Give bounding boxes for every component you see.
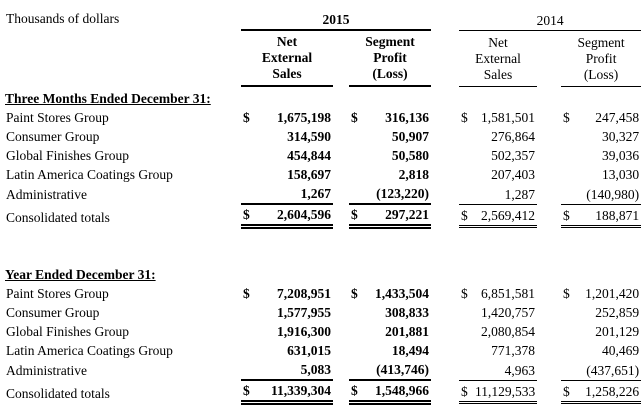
- value-cell: 314,590: [287, 129, 331, 144]
- row-label: Administrative: [6, 187, 87, 202]
- currency-cell: [241, 184, 257, 204]
- currency-cell: $: [563, 110, 570, 125]
- value-cell: 201,129: [595, 324, 640, 339]
- column-header-line: (Loss): [583, 66, 619, 82]
- value-cell: 30,327: [601, 129, 640, 144]
- spacer-cell: [5, 227, 641, 264]
- column-header-line: Net: [276, 34, 298, 49]
- currency-cell: [459, 165, 475, 184]
- table-row: [5, 184, 641, 204]
- column-gap: [537, 108, 561, 127]
- value-cell: 207,403: [491, 167, 536, 182]
- year-header-2014: 2014: [459, 10, 641, 30]
- column-gap: [537, 360, 561, 380]
- row-label: Latin America Coatings Group: [6, 343, 173, 358]
- column-header-line: Sales: [483, 66, 513, 82]
- section-heading: Year Ended December 31:: [5, 267, 156, 282]
- row-label: Consumer Group: [6, 129, 100, 144]
- column-header-line: Segment: [365, 34, 415, 49]
- currency-cell: [349, 165, 365, 184]
- column-header-line: External: [475, 50, 521, 66]
- currency-cell: [459, 127, 475, 146]
- currency-cell: [459, 303, 475, 322]
- currency-cell: [561, 146, 577, 165]
- row-label: Consolidated totals: [6, 385, 110, 401]
- section-heading-row: [5, 263, 641, 284]
- table-row: [5, 284, 641, 303]
- currency-cell: [241, 146, 257, 165]
- column-gap: [431, 146, 459, 165]
- currency-cell: [241, 303, 257, 322]
- value-cell: 188,871: [577, 204, 641, 227]
- value-cell: 1,267: [257, 184, 333, 204]
- currency-cell: [561, 360, 577, 380]
- currency-cell: $: [349, 380, 365, 403]
- currency-cell: [241, 127, 257, 146]
- column-gap: [333, 380, 349, 403]
- currency-cell: [459, 184, 475, 204]
- value-cell: (123,220): [365, 184, 431, 204]
- value-cell: 1,577,955: [277, 305, 331, 320]
- column-gap: [431, 184, 459, 204]
- column-gap: [431, 165, 459, 184]
- section-spacer-row: [5, 227, 641, 264]
- value-cell: 1,287: [475, 184, 537, 204]
- value-cell: 2,080,854: [481, 324, 536, 339]
- currency-cell: $: [461, 286, 468, 301]
- value-cell: 1,581,501: [481, 110, 536, 125]
- table-row: [5, 127, 641, 146]
- table-row: [5, 360, 641, 380]
- value-cell: 5,083: [257, 360, 333, 380]
- total-row: [5, 204, 641, 227]
- currency-cell: $: [459, 380, 475, 403]
- currency-cell: $: [243, 110, 250, 125]
- column-gap: [537, 184, 561, 204]
- table-row: [5, 303, 641, 322]
- table-row: [5, 341, 641, 360]
- column-gap: [537, 380, 561, 403]
- column-gap: [431, 322, 459, 341]
- currency-cell: [561, 127, 577, 146]
- column-header-row: [5, 30, 641, 86]
- currency-cell: [561, 322, 577, 341]
- row-label: Global Finishes Group: [6, 148, 129, 163]
- currency-cell: [349, 360, 365, 380]
- column-header-line: (Loss): [372, 66, 408, 81]
- total-row: [5, 380, 641, 403]
- value-cell: 297,221: [365, 204, 431, 227]
- currency-cell: $: [461, 110, 468, 125]
- currency-cell: [349, 341, 365, 360]
- value-cell: 39,036: [601, 148, 640, 163]
- empty-cell: [5, 30, 241, 86]
- column-gap: [333, 146, 349, 165]
- value-cell: 50,580: [391, 148, 430, 163]
- column-gap: [537, 30, 561, 86]
- table-row: [5, 108, 641, 127]
- currency-cell: [241, 341, 257, 360]
- currency-cell: [459, 341, 475, 360]
- currency-cell: [241, 322, 257, 341]
- year-header-2015: 2015: [241, 10, 431, 30]
- column-gap: [537, 146, 561, 165]
- column-header-line: Profit: [373, 50, 407, 65]
- value-cell: (437,651): [577, 360, 641, 380]
- value-cell: 4,963: [475, 360, 537, 380]
- section-heading: Three Months Ended December 31:: [5, 91, 211, 106]
- value-cell: 201,881: [385, 324, 430, 339]
- column-header-line: Profit: [585, 50, 617, 66]
- currency-cell: [241, 360, 257, 380]
- column-gap: [333, 303, 349, 322]
- value-cell: 11,129,533: [475, 380, 537, 403]
- value-cell: 6,851,581: [481, 286, 536, 301]
- currency-cell: $: [243, 286, 250, 301]
- column-gap: [431, 360, 459, 380]
- currency-cell: [561, 303, 577, 322]
- column-gap: [431, 303, 459, 322]
- currency-cell: [349, 184, 365, 204]
- column-gap: [333, 165, 349, 184]
- value-cell: 2,818: [398, 167, 430, 182]
- column-header-segment-profit-2015: [349, 30, 431, 86]
- value-cell: 1,258,226: [577, 380, 641, 403]
- value-cell: 502,357: [491, 148, 536, 163]
- value-cell: 13,030: [601, 167, 640, 182]
- units-note: Thousands of dollars: [6, 11, 120, 26]
- currency-cell: $: [241, 204, 257, 227]
- currency-cell: [561, 165, 577, 184]
- currency-cell: [459, 322, 475, 341]
- column-gap: [537, 165, 561, 184]
- currency-cell: $: [349, 204, 365, 227]
- currency-cell: $: [351, 110, 358, 125]
- currency-cell: [349, 322, 365, 341]
- currency-cell: [459, 146, 475, 165]
- value-cell: 1,420,757: [481, 305, 536, 320]
- value-cell: 7,208,951: [277, 286, 331, 301]
- column-gap: [431, 108, 459, 127]
- column-gap: [333, 184, 349, 204]
- column-gap: [431, 204, 459, 227]
- column-gap: [537, 322, 561, 341]
- currency-cell: $: [241, 380, 257, 403]
- value-cell: 11,339,304: [257, 380, 333, 403]
- currency-cell: [459, 360, 475, 380]
- value-cell: 316,136: [385, 110, 430, 125]
- column-gap: [333, 127, 349, 146]
- value-cell: 1,201,420: [585, 286, 640, 301]
- value-cell: 1,433,504: [375, 286, 430, 301]
- currency-cell: $: [459, 204, 475, 227]
- row-label: Administrative: [6, 363, 87, 378]
- currency-cell: $: [563, 286, 570, 301]
- value-cell: 1,675,198: [277, 110, 331, 125]
- currency-cell: [349, 146, 365, 165]
- column-header-line: Sales: [272, 66, 302, 81]
- value-cell: (413,746): [365, 360, 431, 380]
- currency-cell: $: [561, 204, 577, 227]
- column-gap: [431, 127, 459, 146]
- column-gap: [333, 30, 349, 86]
- column-gap: [431, 10, 459, 30]
- column-gap: [537, 284, 561, 303]
- value-cell: 308,833: [385, 305, 430, 320]
- column-gap: [537, 127, 561, 146]
- value-cell: 2,569,412: [475, 204, 537, 227]
- value-cell: 1,916,300: [277, 324, 331, 339]
- table-row: [5, 165, 641, 184]
- value-cell: 50,907: [391, 129, 430, 144]
- column-header-line: Segment: [577, 34, 625, 50]
- value-cell: 1,548,966: [365, 380, 431, 403]
- column-gap: [333, 360, 349, 380]
- column-gap: [333, 322, 349, 341]
- year-header-row: [5, 10, 641, 30]
- column-gap: [537, 204, 561, 227]
- column-gap: [333, 108, 349, 127]
- table-row: [5, 146, 641, 165]
- currency-cell: [241, 165, 257, 184]
- currency-cell: [561, 184, 577, 204]
- column-header-net-external-sales-2014: [459, 30, 537, 86]
- value-cell: 454,844: [287, 148, 331, 163]
- value-cell: 771,378: [491, 343, 536, 358]
- column-gap: [431, 341, 459, 360]
- value-cell: 631,015: [287, 343, 331, 358]
- column-gap: [431, 30, 459, 86]
- column-gap: [537, 303, 561, 322]
- row-label: Global Finishes Group: [6, 324, 129, 339]
- column-header-line: External: [261, 50, 313, 65]
- column-header-line: Net: [488, 34, 508, 50]
- segment-results-table: [5, 10, 641, 405]
- row-label: Latin America Coatings Group: [6, 167, 173, 182]
- value-cell: 18,494: [391, 343, 430, 358]
- column-gap: [431, 380, 459, 403]
- section-heading-row: [5, 86, 641, 108]
- column-header-segment-profit-2014: [561, 30, 641, 86]
- value-cell: 252,859: [595, 305, 640, 320]
- row-label: Consolidated totals: [6, 209, 110, 225]
- value-cell: 2,604,596: [257, 204, 333, 227]
- value-cell: 276,864: [491, 129, 536, 144]
- table-row: [5, 322, 641, 341]
- column-gap: [333, 284, 349, 303]
- value-cell: (140,980): [577, 184, 641, 204]
- column-gap: [431, 284, 459, 303]
- row-label: Paint Stores Group: [6, 286, 109, 301]
- column-gap: [333, 204, 349, 227]
- column-gap: [333, 341, 349, 360]
- currency-cell: $: [561, 380, 577, 403]
- column-gap: [537, 341, 561, 360]
- currency-cell: [349, 303, 365, 322]
- currency-cell: [561, 341, 577, 360]
- row-label: Paint Stores Group: [6, 110, 109, 125]
- value-cell: 158,697: [287, 167, 331, 182]
- row-label: Consumer Group: [6, 305, 100, 320]
- value-cell: 247,458: [595, 110, 640, 125]
- currency-cell: [349, 127, 365, 146]
- column-header-net-external-sales-2015: [241, 30, 333, 86]
- currency-cell: $: [351, 286, 358, 301]
- value-cell: 40,469: [601, 343, 640, 358]
